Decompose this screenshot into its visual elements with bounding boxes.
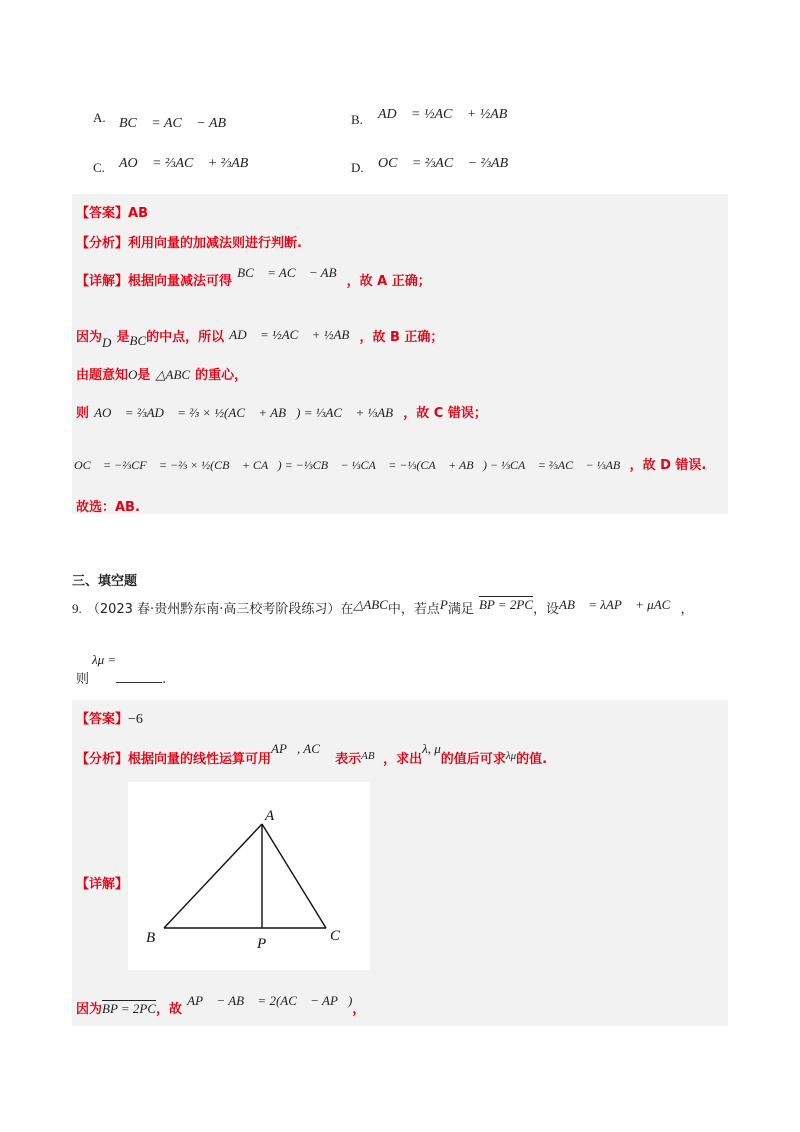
answer-value: −6 xyxy=(128,712,143,727)
detail-text: ，故 A 正确； xyxy=(346,274,431,289)
q9-blank-line xyxy=(76,668,166,687)
q9-text: ，设 xyxy=(533,602,560,617)
analysis-tag: 【分析】 xyxy=(76,752,129,767)
label-a: A xyxy=(265,808,275,824)
detail-text: ，故 xyxy=(156,1002,183,1017)
detail-text: ， xyxy=(352,1002,366,1017)
analysis-lm2: λμ xyxy=(505,750,517,762)
q9-text: 中，若点 xyxy=(387,602,440,617)
option-d-letter: D. xyxy=(351,160,364,175)
label-c: C xyxy=(330,928,341,944)
analysis-text: 根据向量的线性运算可用 xyxy=(128,752,272,767)
answer-value: AB xyxy=(128,206,148,221)
q8-detail-line-4 xyxy=(76,402,487,421)
analysis-text: 的值. xyxy=(516,752,548,767)
triangle-diagram xyxy=(128,782,370,970)
q8-detail-line-1 xyxy=(76,265,431,289)
segment-bc: BC xyxy=(129,333,147,348)
q9-detail-tag xyxy=(76,873,128,892)
analysis-text: 的值后可求 xyxy=(440,752,506,767)
detail-4-formula: AO⃗ = ⅔AD⃗ = ⅔ × ½(AC⃗ + AB⃗) = ⅓AC⃗ + ⅓AB⃗ xyxy=(94,405,404,420)
analysis-text: ，求出 xyxy=(383,752,423,767)
option-b-expression: AD⃗ = ½AC⃗ + ½AB⃗ xyxy=(378,107,519,122)
section-title: 三、填空题 xyxy=(72,574,138,589)
detail-text: ，故 D 错误. xyxy=(629,458,707,473)
analysis-vectors: AP⃗, AC⃗ xyxy=(271,741,331,756)
q8-final-line xyxy=(76,496,140,515)
detail-1-formula: BC⃗ = AC⃗ − AB⃗ xyxy=(237,265,347,280)
label-b: B xyxy=(146,930,156,946)
q9-number: 9. xyxy=(72,601,82,616)
detail-text: 则 xyxy=(76,406,90,421)
detail-condition: BP = 2PC xyxy=(102,1001,157,1016)
detail-text: 的中点，所以 xyxy=(146,330,225,345)
answer-blank[interactable] xyxy=(116,672,162,683)
q9-answer-line xyxy=(76,708,143,728)
q8-detail-line-5 xyxy=(74,454,706,473)
q8-answer-line xyxy=(76,202,148,221)
option-b-letter: B. xyxy=(351,112,363,127)
option-c-letter: C. xyxy=(93,160,105,175)
q8-detail-line-2 xyxy=(76,326,444,350)
q9-point-p: P xyxy=(439,597,448,612)
detail-text: 因为 xyxy=(76,330,103,345)
detail-tag: 【详解】 xyxy=(76,877,129,892)
q9-triangle: △ABC xyxy=(353,597,388,612)
detail-5-formula: OC⃗ = −⅔CF⃗ = −⅔ × ½(CB⃗ + CA⃗) = −⅓CB⃗ − ⅓CA⃗ = −⅓(CA⃗ + AB⃗) − ⅓CA⃗ = ⅔AC⃗ − ⅓AB⃗ xyxy=(74,458,630,472)
detail-text: 因为 xyxy=(76,1002,103,1017)
q9-stem xyxy=(72,598,693,617)
q8-detail-line-3 xyxy=(76,364,247,383)
analysis-ab: AB⃗ xyxy=(361,750,384,762)
answer-tag: 【答案】 xyxy=(76,712,129,727)
q9-text: . xyxy=(162,672,167,687)
detail-text: ，故 C 错误； xyxy=(403,406,487,421)
label-p: P xyxy=(257,936,267,952)
detail-text: 是 xyxy=(116,330,130,345)
q9-analysis-line xyxy=(76,741,548,767)
analysis-lm: λ, μ xyxy=(422,741,441,756)
detail-text: 的重心， xyxy=(195,368,248,383)
detail-text: ，故 B 正确； xyxy=(359,330,444,345)
side-ab xyxy=(164,824,262,928)
point-d: D xyxy=(102,335,112,350)
q9-lambda-mu: λμ = xyxy=(92,652,117,667)
triangle-figure xyxy=(128,782,370,970)
option-a-expression: BC⃗ = AC⃗ − AB⃗ xyxy=(119,116,237,131)
side-ac xyxy=(262,824,326,928)
analysis-tag: 【分析】 xyxy=(76,236,129,251)
q9-text: ， xyxy=(680,602,694,617)
option-c-expression: AO⃗ = ⅔AC⃗ + ⅔AB⃗ xyxy=(119,156,260,171)
triangle-abc: △ABC xyxy=(155,367,191,382)
analysis-text: 表示 xyxy=(335,752,362,767)
q9-source: （2023 春·贵州黔东南·高三校考阶段练习）在 xyxy=(86,602,354,617)
option-a-letter: A. xyxy=(93,110,106,125)
q9-text: 满足 xyxy=(447,602,474,617)
q8-analysis-line xyxy=(76,232,302,251)
final-choice: 故选：AB. xyxy=(76,500,140,515)
analysis-text: 利用向量的加减法则进行判断. xyxy=(128,236,302,251)
detail-2-formula: AD⃗ = ½AC⃗ + ½AB⃗ xyxy=(229,327,360,342)
option-d-expression: OC⃗ = ⅔AC⃗ − ⅔AB⃗ xyxy=(378,156,520,171)
q9-condition: BP = 2PC xyxy=(478,597,533,612)
detail-text: 由题意知 xyxy=(76,368,129,383)
detail-text: 是 xyxy=(137,368,151,383)
detail-formula: AP⃗ − AB⃗ = 2(AC⃗ − AP⃗) xyxy=(187,993,353,1008)
q9-expression: AB⃗ = λAP⃗ + μAC⃗ xyxy=(559,597,681,612)
q9-text: 则 xyxy=(76,672,90,687)
point-o: O xyxy=(128,367,138,382)
detail-text: 根据向量减法可得 xyxy=(128,274,233,289)
q9-detail-line xyxy=(76,993,366,1017)
answer-tag: 【答案】 xyxy=(76,206,129,221)
detail-tag: 【详解】 xyxy=(76,274,129,289)
